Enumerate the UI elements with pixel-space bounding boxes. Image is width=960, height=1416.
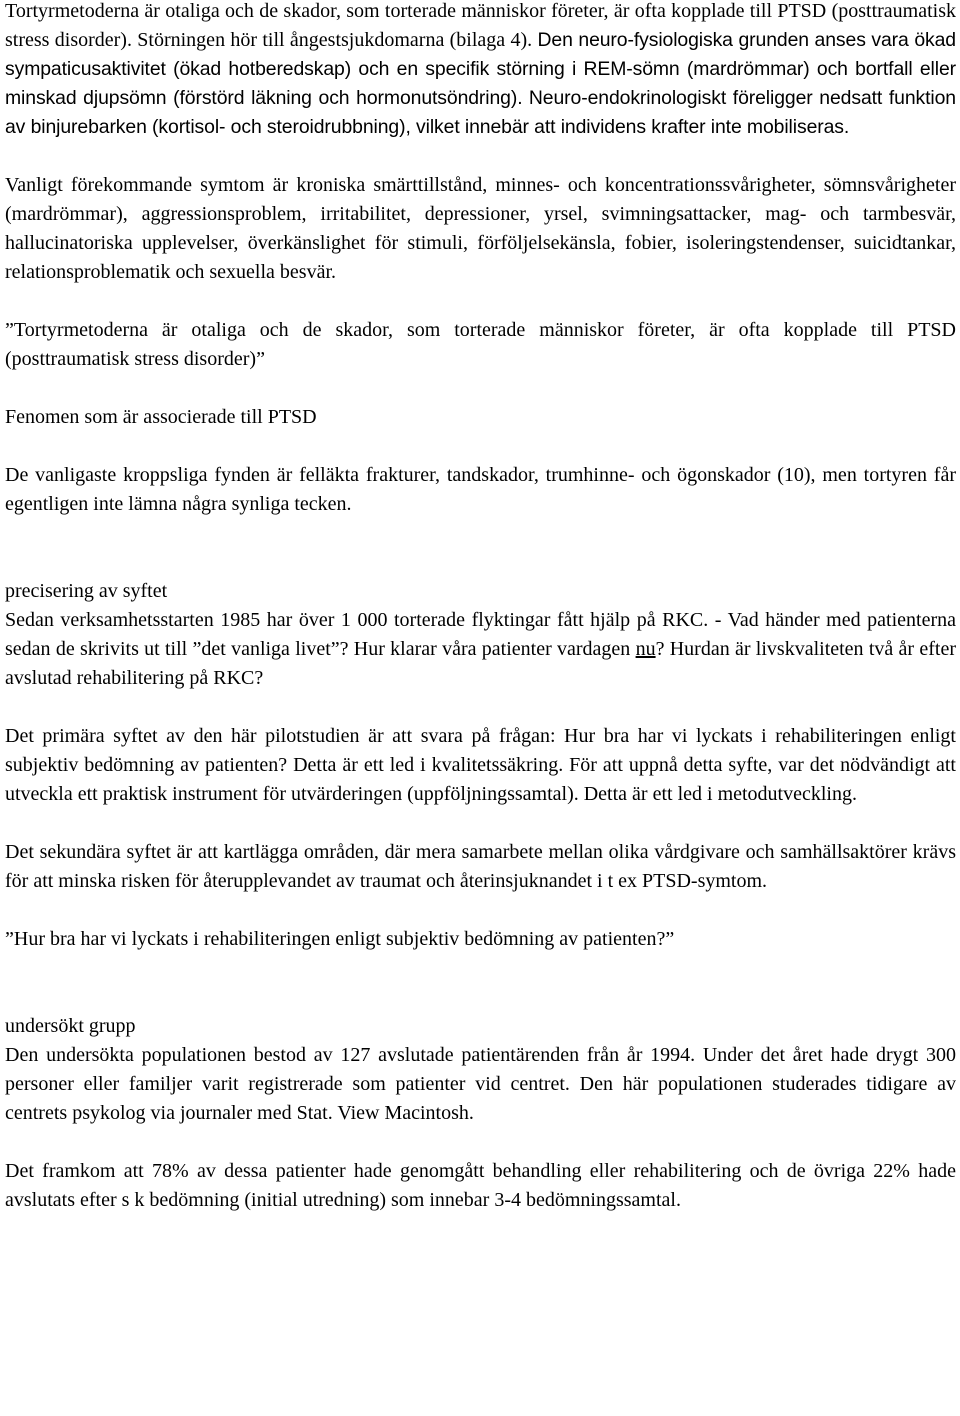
text-background-a: Sedan verksamhetsstarten 1985 har över 1 000 torterade flyktingar fått hjälp på RKC. - Vad händer med patienterna sedan de skrivits ut till ”det vanliga livet”? Hur klarar våra patienter vardagen	[5, 609, 956, 660]
text-underlined-nu: nu	[635, 638, 656, 660]
heading-precisering-av-syftet: precisering av syftet	[5, 580, 168, 602]
text-ptsd-serif: Tortyrmetoderna är otaliga och de skador, som torterade människor företer, är ofta kopplade till PTSD (posttraumatisk stress disorder). Störningen hör till ångestsjukdomarna (bilaga 4).	[5, 0, 956, 51]
paragraph-ptsd-intro	[5, 0, 956, 142]
paragraph-population: Den undersökta populationen bestod av 127 avslutade patientärenden från år 1994. Under det året hade drygt 300 personer eller familjer varit registrerade som patienter vid centret. Den här populationen studerades tidigare av centrets psykolog via journaler med Stat. View Macintosh.	[5, 1044, 956, 1124]
paragraph-primary-aim: Det primära syftet av den här pilotstudien är att svara på frågan: Hur bra har vi lyckats i rehabiliteringen enligt subjektiv bedömning av patienten? Detta är ett led i kvalitetssäkring. För att uppnå detta syfte, var det nödvändigt att utveckla ett praktisk instrument för utvärderingen (uppföljningssamtal). Detta är ett led i metodutveckling.	[5, 725, 956, 805]
quote-question: ”Hur bra har vi lyckats i rehabiliteringen enligt subjektiv bedömning av patienten?”	[5, 928, 675, 950]
text-neurophysiology: Den neuro-fysiologiska grunden anses vara ökad sympaticusaktivitet (ökad hotberedskap) och en specifik störning i REM-sömn (mardrömmar) och bortfall eller minskad djupsömn (förstörd läkning och hormonutsöndring).	[5, 29, 956, 109]
quote-ptsd: ”Tortyrmetoderna är otaliga och de skador, som torterade människor företer, är ofta kopplade till PTSD (posttraumatisk stress disorder)”	[5, 319, 956, 370]
paragraph-background	[5, 606, 956, 693]
text-neuroendocrinology: Neuro-endokrinologiskt föreligger nedsatt funktion av binjurebarken (kortisol- och steroidrubbning), vilket innebär att individens krafter inte mobiliseras.	[5, 87, 956, 138]
paragraph-phenomena: Fenomen som är associerade till PTSD	[5, 406, 317, 428]
text-background-b: ? Hurdan är livskvaliteten två år efter avslutad rehabilitering på RKC?	[5, 638, 956, 689]
paragraph-symptoms: Vanligt förekommande symtom är kroniska smärttillstånd, minnes- och koncentrationssvårigheter, sömnsvårigheter (mardrömmar), aggressionsproblem, irritabilitet, depressioner, yrsel, svimningsattacker, mag- och tarmbesvär, hallucinatoriska upplevelser, överkänslighet för stimuli, förföljelsekänsla, fobier, isoleringstendenser, suicidtankar, relationsproblematik och sexuella besvär.	[5, 174, 956, 283]
paragraph-physical-findings: De vanligaste kroppsliga fynden är felläkta frakturer, tandskador, trumhinne- och ögonskador (10), men tortyren får egentligen inte lämna några synliga tecken.	[5, 464, 956, 515]
paragraph-secondary-aim: Det sekundära syftet är att kartlägga områden, där mera samarbete mellan olika vårdgivare och samhällsaktörer krävs för att minska risken för återupplevandet av traumat och återinsjuknandet i t ex PTSD-symtom.	[5, 841, 956, 892]
heading-undersokt-grupp: undersökt grupp	[5, 1015, 136, 1037]
paragraph-results: Det framkom att 78% av dessa patienter hade genomgått behandling eller rehabilitering och de övriga 22% hade avslutats efter s k bedömning (initial utredning) som innebar 3-4 bedömningssamtal.	[5, 1160, 956, 1211]
